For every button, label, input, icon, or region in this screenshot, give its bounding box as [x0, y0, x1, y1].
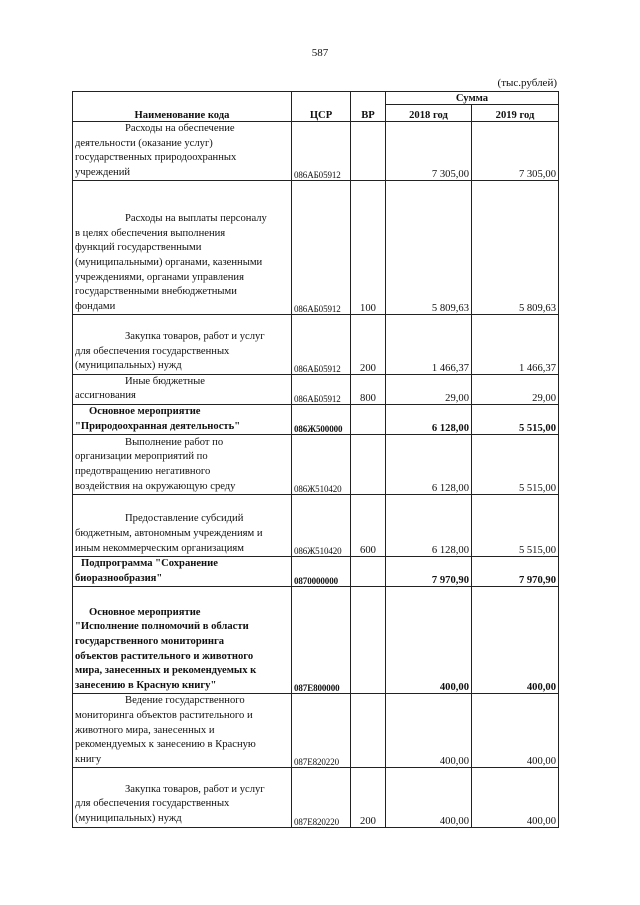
header-2018: 2018 год: [386, 105, 472, 122]
cell-vr: 100: [351, 181, 386, 315]
table-row: [73, 435, 559, 495]
cell-2018: 400,00: [386, 587, 472, 694]
cell-csr: 086АБ05912: [292, 122, 351, 181]
cell-name: Закупка товаров, работ и услуг для обеспечения государственных (муниципальных) нужд: [73, 315, 292, 374]
header-csr: ЦСР: [292, 92, 351, 122]
cell-vr: [351, 557, 386, 587]
cell-vr: 200: [351, 315, 386, 374]
cell-name: Расходы на выплаты персоналу в целях обеспечения выполнения функций государственными (муниципальными) органами, казенными учреждениями, органами управления государственными внебюджетными фондами: [73, 181, 292, 315]
cell-2019: 5 515,00: [472, 404, 559, 434]
cell-name: Ведение государственного мониторинга объектов растительного и животного мира, занесенных и рекомендуемых к занесению в Красную книгу: [73, 694, 292, 768]
cell-2018: 29,00: [386, 374, 472, 404]
header-name: Наименование кода: [73, 92, 292, 122]
cell-vr: [351, 587, 386, 694]
table-row: [73, 587, 559, 694]
cell-name: Основное мероприятие "Природоохранная деятельность": [73, 404, 292, 434]
table-row: [73, 122, 559, 181]
cell-csr: 087Е820220: [292, 694, 351, 768]
cell-csr: 087Е800000: [292, 587, 351, 694]
cell-2019: 5 515,00: [472, 495, 559, 557]
cell-2018: 5 809,63: [386, 181, 472, 315]
cell-2018: 400,00: [386, 694, 472, 768]
table-row: [73, 495, 559, 557]
table-body: [73, 122, 559, 828]
cell-csr: 087Е820220: [292, 768, 351, 827]
cell-name: Расходы на обеспечение деятельности (оказание услуг) государственных природоохранных учреждений: [73, 122, 292, 181]
cell-vr: 200: [351, 768, 386, 827]
table-row: [73, 557, 559, 587]
header-sum: Сумма: [386, 92, 559, 105]
cell-name: Основное мероприятие "Исполнение полномочий в области государственного мониторинга объектов растительного и животного мира, занесенных и рекомендуемых к занесению в Красную книгу": [73, 587, 292, 694]
cell-2018: 1 466,37: [386, 315, 472, 374]
cell-name: Выполнение работ по организации мероприятий по предотвращению негативного воздействия на окружающую среду: [73, 435, 292, 495]
cell-vr: [351, 435, 386, 495]
cell-vr: 600: [351, 495, 386, 557]
cell-vr: [351, 122, 386, 181]
header-2019: 2019 год: [472, 105, 559, 122]
table-row: [73, 181, 559, 315]
cell-2018: 6 128,00: [386, 495, 472, 557]
cell-csr: 086АБ05912: [292, 181, 351, 315]
cell-csr: 086Ж510420: [292, 435, 351, 495]
cell-vr: [351, 694, 386, 768]
table-row: [73, 694, 559, 768]
cell-2019: 1 466,37: [472, 315, 559, 374]
cell-csr: 0870000000: [292, 557, 351, 587]
cell-2019: 400,00: [472, 768, 559, 827]
cell-name: Предоставление субсидий бюджетным, автономным учреждениям и иным некоммерческим организациям: [73, 495, 292, 557]
budget-table: [72, 91, 559, 828]
table-row: [73, 768, 559, 827]
cell-2019: 29,00: [472, 374, 559, 404]
cell-name: Закупка товаров, работ и услуг для обеспечения государственных (муниципальных) нужд: [73, 768, 292, 827]
cell-2018: 6 128,00: [386, 435, 472, 495]
cell-2018: 400,00: [386, 768, 472, 827]
cell-csr: 086АБ05912: [292, 374, 351, 404]
cell-2018: 6 128,00: [386, 404, 472, 434]
cell-2019: 5 515,00: [472, 435, 559, 495]
table-row: [73, 404, 559, 434]
cell-2018: 7 305,00: [386, 122, 472, 181]
cell-csr: 086Ж500000: [292, 404, 351, 434]
cell-vr: 800: [351, 374, 386, 404]
cell-2019: 5 809,63: [472, 181, 559, 315]
table-row: [73, 374, 559, 404]
header-vr: ВР: [351, 92, 386, 122]
cell-name: Иные бюджетные ассигнования: [73, 374, 292, 404]
cell-2019: 400,00: [472, 694, 559, 768]
cell-csr: 086Ж510420: [292, 495, 351, 557]
cell-vr: [351, 404, 386, 434]
cell-2019: 7 305,00: [472, 122, 559, 181]
cell-name: Подпрограмма "Сохранение биоразнообразия": [73, 557, 292, 587]
cell-2019: 400,00: [472, 587, 559, 694]
cell-2018: 7 970,90: [386, 557, 472, 587]
cell-2019: 7 970,90: [472, 557, 559, 587]
unit-note: (тыс.рублей): [497, 77, 557, 89]
page-number: 587: [311, 47, 329, 59]
cell-csr: 086АБ05912: [292, 315, 351, 374]
table-row: [73, 315, 559, 374]
